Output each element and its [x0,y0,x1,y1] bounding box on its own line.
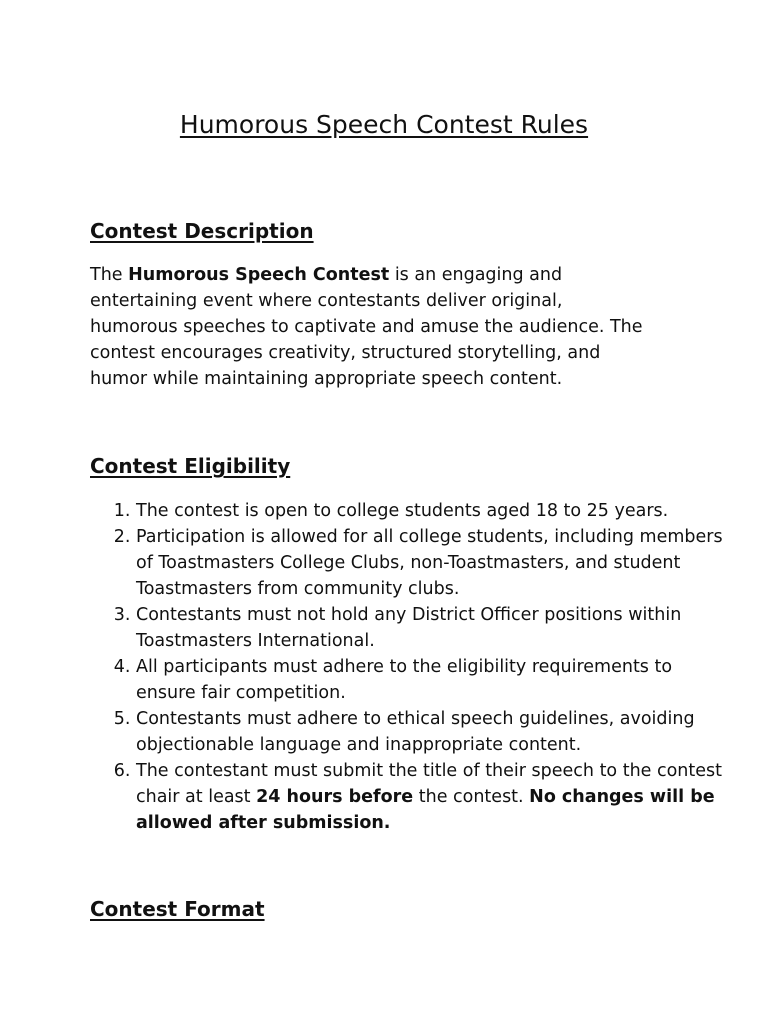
section-heading-eligibility: Contest Eligibility [90,454,291,478]
eligibility-list [90,498,736,836]
description-paragraph [90,262,650,392]
item6-text-bold-deadline: 24 hours before [256,787,414,807]
description-text-pre: The [90,265,129,285]
eligibility-item: 2. Participation is allowed for all college students, including members of Toastmasters College Clubs, non-Toastmasters, and student Toastmasters from community clubs. [136,524,736,602]
item6-text-mid: the contest. [413,787,530,807]
eligibility-item: 5. Contestants must adhere to ethical speech guidelines, avoiding objectionable language and inappropriate content. [136,706,736,758]
description-text-post: is an engaging and entertaining event where contestants deliver original, humorous speeches to captivate and amuse the audience. The contest encourages creativity, structured storytelling, and humor while maintaining appropriate speech content. [90,265,643,389]
eligibility-item: 3. Contestants must not hold any District Officer positions within Toastmasters International. [136,602,736,654]
eligibility-item [136,758,736,836]
eligibility-item: 4. All participants must adhere to the eligibility requirements to ensure fair competition. [136,654,736,706]
eligibility-item: 1. The contest is open to college students aged 18 to 25 years. [136,498,736,524]
section-heading-format: Contest Format [90,897,265,921]
item6-text-pre: The contestant must submit the title of their speech to the contest chair at least [136,761,723,807]
document-title: Humorous Speech Contest Rules [179,110,589,139]
item6-text-bold-nochanges: No changes will be allowed after submission. [136,787,715,833]
section-heading-description: Contest Description [90,219,314,243]
description-text-bold: Humorous Speech Contest [128,265,390,285]
